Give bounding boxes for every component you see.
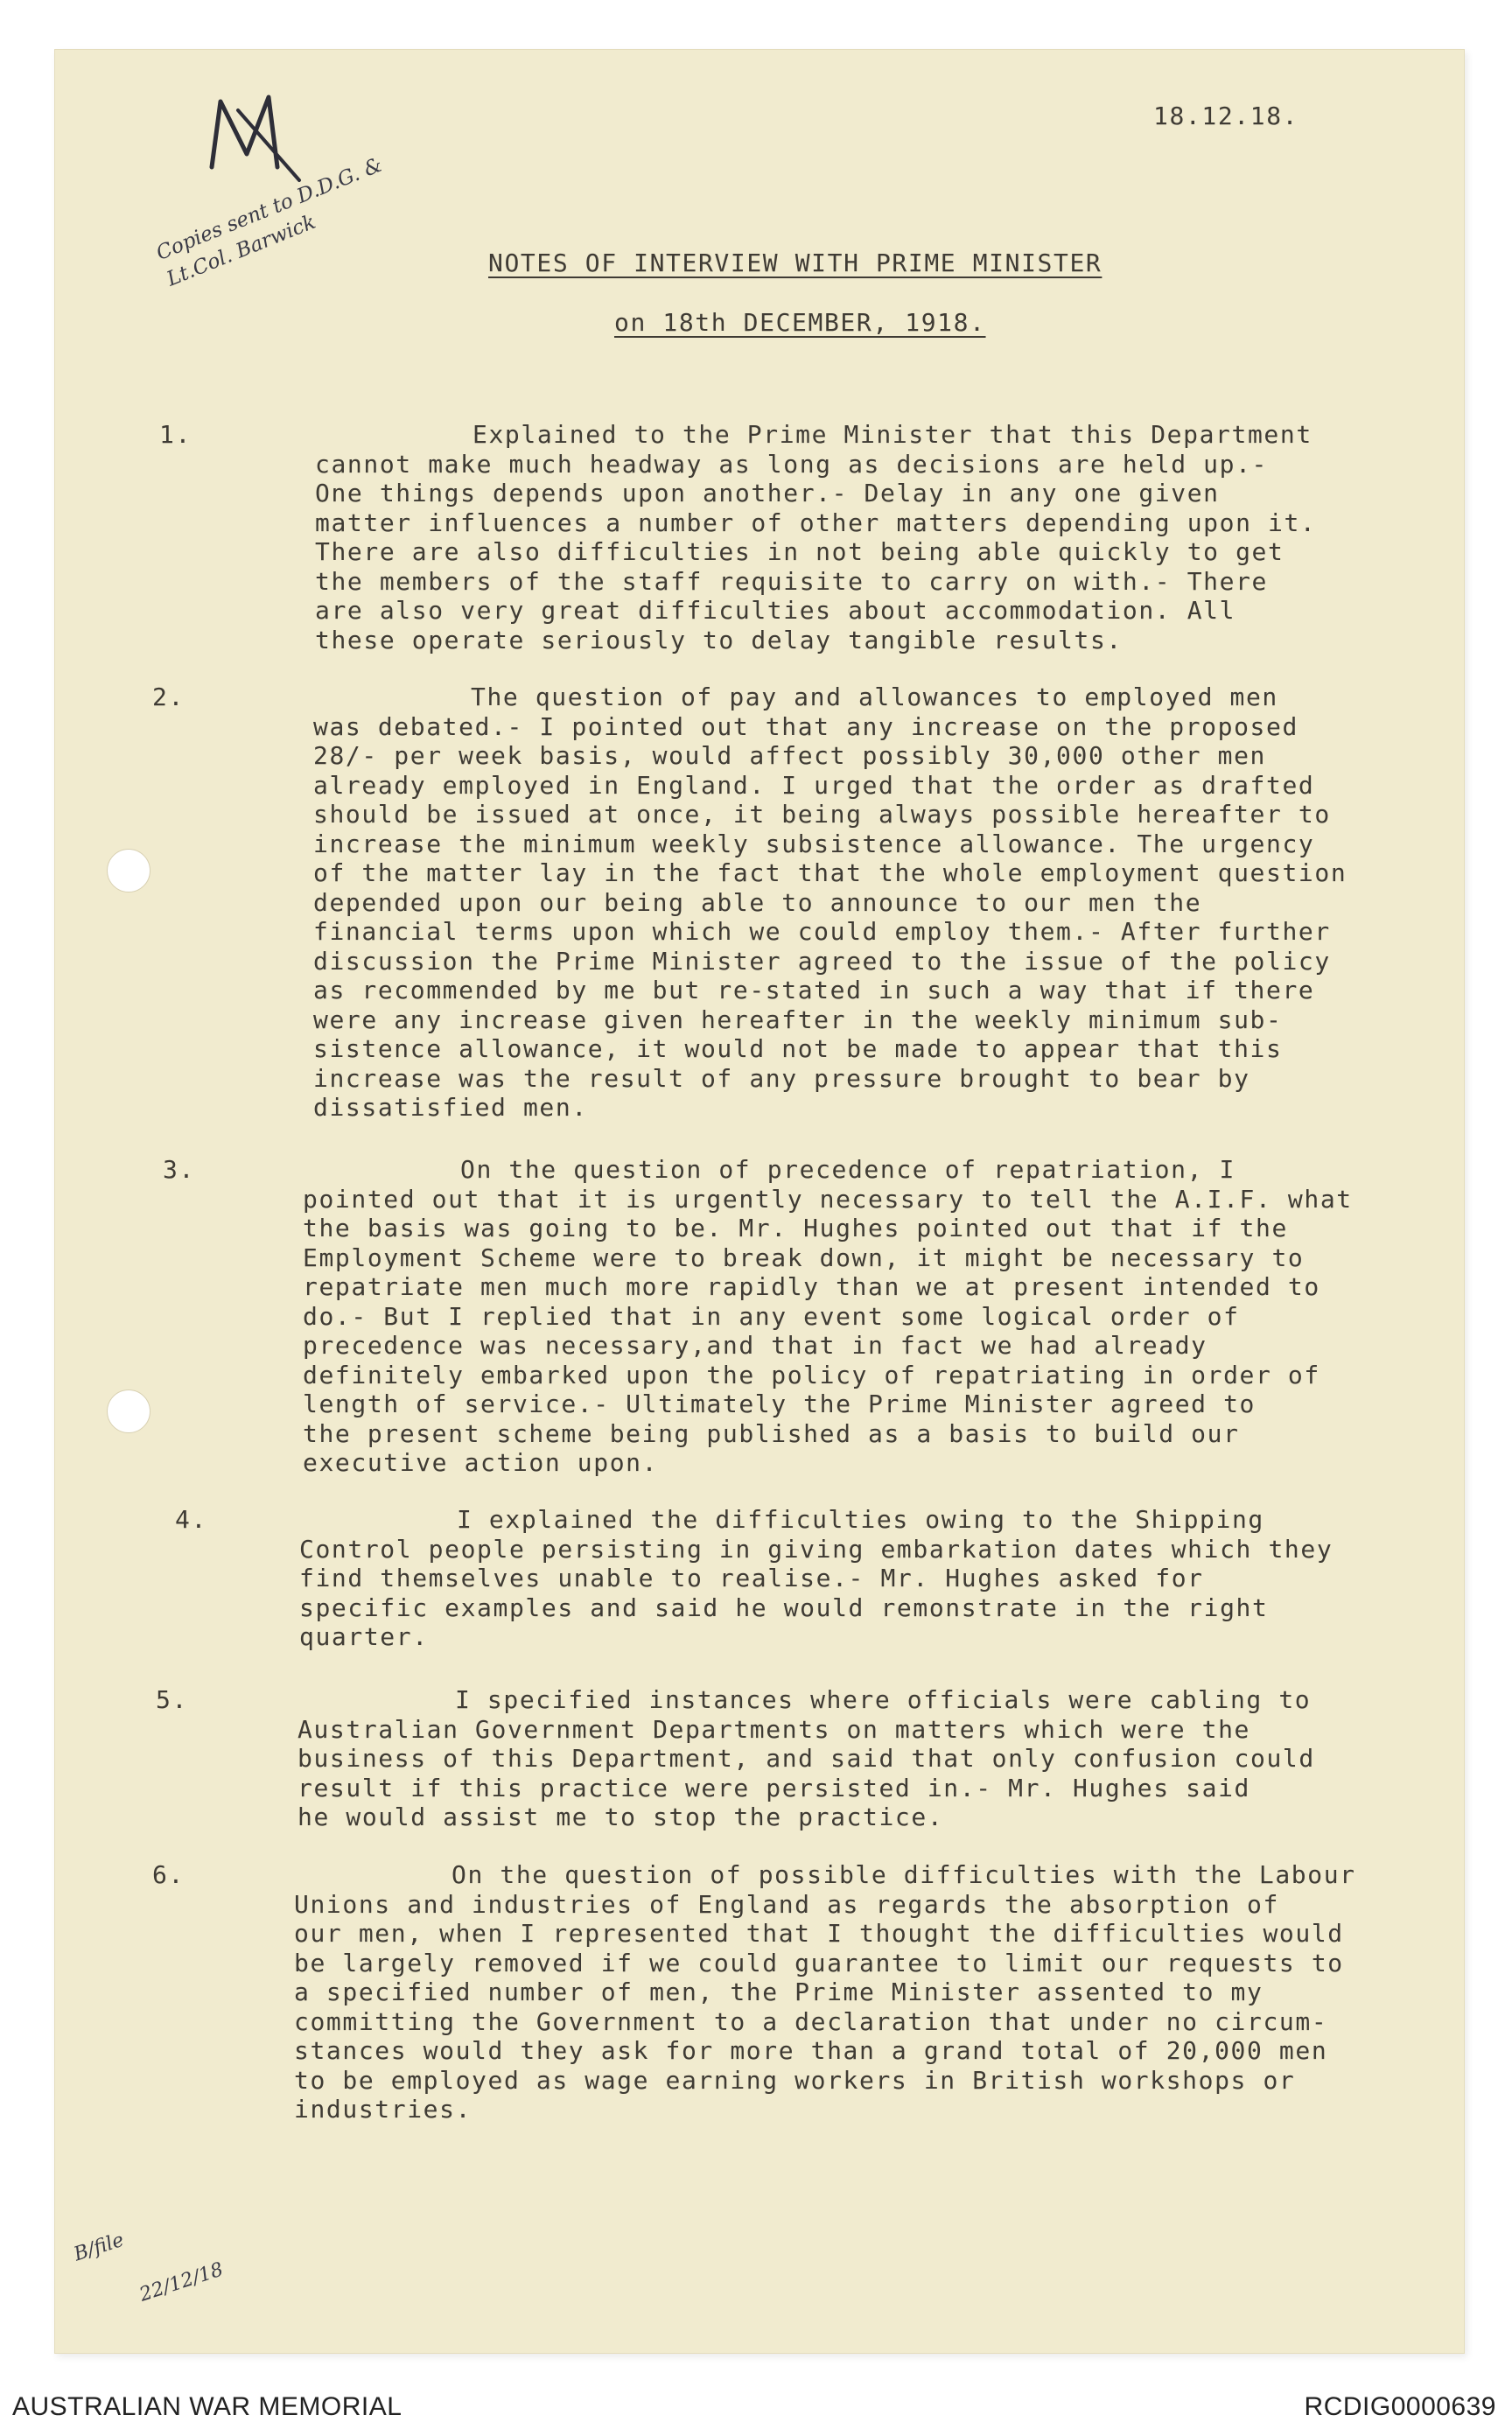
paragraph-number: 5. — [156, 1685, 188, 1714]
handwritten-initials — [194, 84, 317, 189]
paragraph-number: 6. — [152, 1860, 185, 1889]
paragraph-number: 1. — [159, 420, 192, 449]
punch-hole — [107, 849, 150, 892]
footer-institution: AUSTRALIAN WAR MEMORIAL — [12, 2392, 402, 2421]
file-note-date: 22/12/18 — [136, 2258, 227, 2306]
file-note: B/file — [71, 2229, 127, 2266]
document-subtitle: on 18th DECEMBER, 1918. — [614, 308, 986, 337]
document-page — [54, 49, 1465, 2354]
document-date: 18.12.18. — [1153, 102, 1299, 130]
paragraph-text: On the question of precedence of repatriation, I pointed out that it is urgently necessary to tell the A.I.F. what the basis was going to be. Mr. Hughes pointed out that if the Employment Scheme were to break down, it might be necessary to repatriate men much more rapidly than we at present intended to do.- But I replied that in any event some logical order of precedence was necessary,and that in fact we had already definitely embarked upon the policy of repatriating in order of length of service.- Ultimately the Prime Minister agreed to the present scheme being published as a basis to build our executive action upon. — [303, 1155, 1353, 1477]
paragraph-text: On the question of possible difficulties with the Labour Unions and industries of England as regards the absorption of our men, when I represented that I thought the difficulties would be largely removed if we could guarantee to limit our requests to a specified number of men, the Prime Minister assented to my committing the Government to a declaration that under no circum- stances would they ask for more than a grand total of 20,000 men to be employed as wage earning workers in British workshops or industries. — [294, 1860, 1356, 2124]
paragraph-number: 2. — [152, 682, 185, 711]
footer-record-id: RCDIG0000639 — [1304, 2392, 1496, 2421]
paragraph-text: I specified instances where officials were cabling to Australian Government Departments on matters which were the business of this Department, and said that only confusion could result if this practice were persisted in.- Mr. Hughes said he would assist me to stop the practice. — [298, 1685, 1315, 1831]
paragraph-text: I explained the difficulties owing to the Shipping Control people persisting in giving embarkation dates which they find themselves unable to realise.- Mr. Hughes asked for specific examples and said he would remonstrate in the right quarter. — [299, 1505, 1334, 1651]
margin-note: Copies sent to D.D.G. & Lt.Col. Barwick — [153, 153, 386, 291]
paragraph-text: The question of pay and allowances to employed men was debated.- I pointed out that any increase on the proposed 28/- per week basis, would affect possibly 30,000 other men already employed in England. I urged that the order as drafted should be issued at once, it being always possible hereafter to increase the minimum weekly subsistence allowance. The urgency of the matter lay in the fact that the whole employment question depended upon our being able to announce to our men the financial terms upon which we could employ them.- After further discussion the Prime Minister agreed to the issue of the policy as recommended by me but re-stated in such a way that if there were any increase given hereafter in the weekly minimum sub- sistence allowance, it would not be made to appear that this increase was the result of any pressure brought to bear by dissatisfied men. — [313, 682, 1348, 1122]
paragraph-number: 3. — [163, 1155, 195, 1184]
document-title: NOTES OF INTERVIEW WITH PRIME MINISTER — [488, 248, 1102, 277]
paragraph-text: Explained to the Prime Minister that this Department cannot make much headway as long as decisions are held up.- One things depends upon another.- Delay in any one given matter influences a number of other matters depending upon it. There are also difficulties in not being able quickly to get the members of the staff requisite to carry on with.- There are also very great difficulties about accommodation. All these operate seriously to delay tangible results. — [315, 420, 1317, 654]
punch-hole — [107, 1390, 150, 1433]
paragraph-number: 4. — [175, 1505, 207, 1534]
